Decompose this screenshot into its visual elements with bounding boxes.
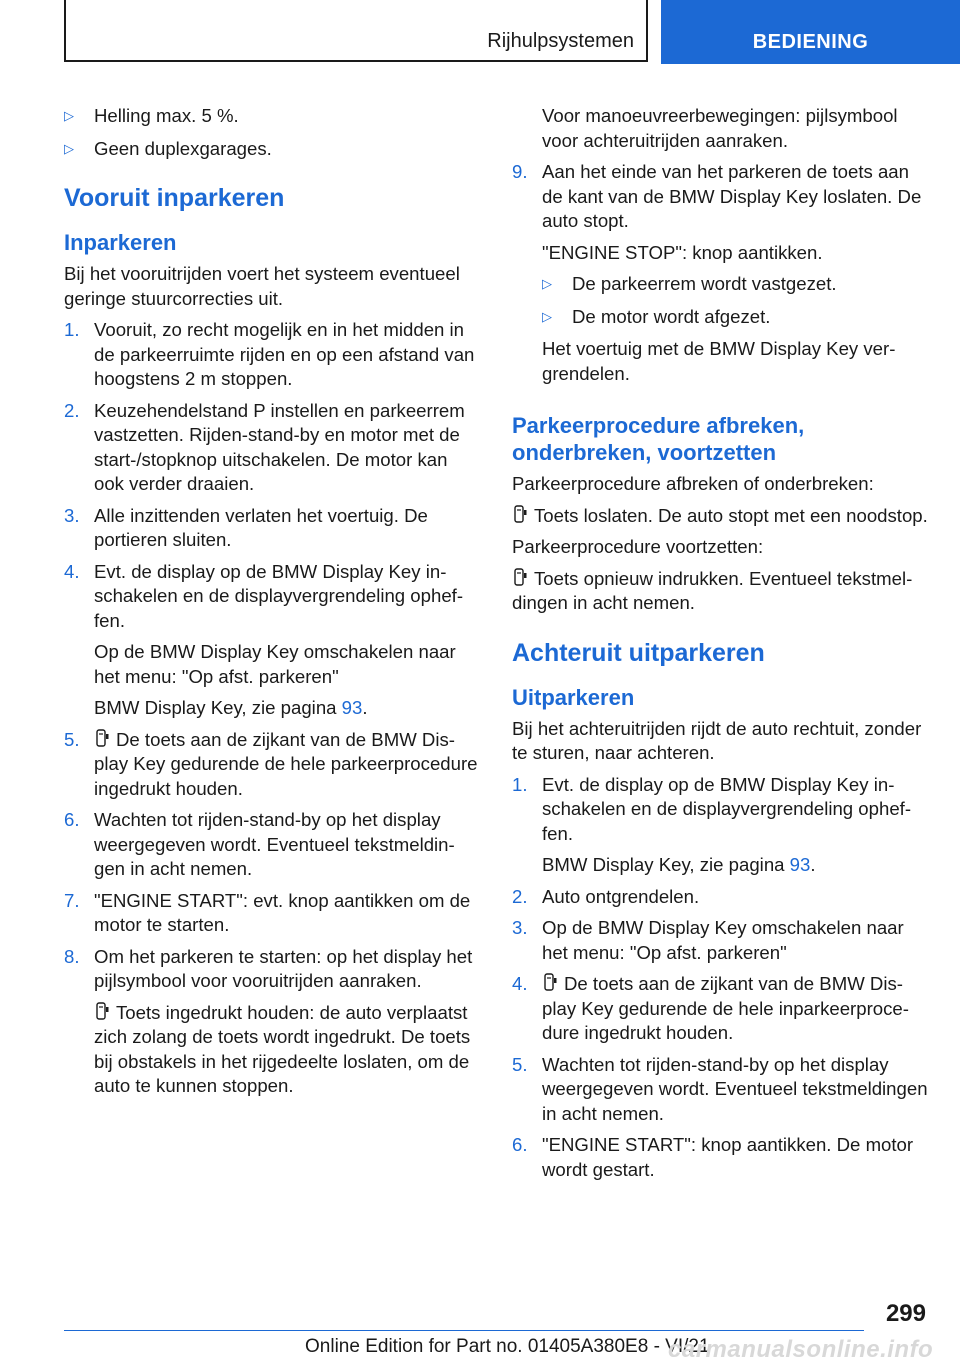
step-item: 9. Aan het einde van het parkeren de toets aan de kant van de BMW Display Key loslaten. De auto stopt. (512, 161, 922, 231)
key-fob-icon (94, 1002, 110, 1022)
intro-text: Bij het vooruitrijden voert het systeem eventueel geringe stuurcorrecties uit. (64, 263, 460, 309)
heading-inparkeren: Inparkeren (64, 230, 177, 255)
intro-text: Bij het achteruitrijden rijdt de auto rechtuit, zonder te sturen, naar achteren. (512, 717, 922, 763)
key-fob-icon (94, 729, 110, 749)
step-item: 4. De toets aan de zijkant van de BMW Display Key gedurende de hele inparkeerprocedure ingedrukt houden. (512, 973, 909, 1043)
page-number: 299 (885, 1300, 926, 1327)
section-title: Rijhulpsystemen (487, 30, 634, 52)
step-item: 3. Alle inzittenden verlaten het voertuig. De portieren sluiten. (64, 504, 428, 550)
triangle-bullet-icon: ▷ (542, 276, 552, 291)
step-item: 6. "ENGINE START": knop aantikken. De motor wordt gestart. (512, 1134, 914, 1180)
step-item: 6. Wachten tot rijden-stand-by op het display weergegeven wordt. Eventueel tekstmeldingen in acht nemen. (64, 809, 455, 879)
footer-edition: Online Edition for Part no. 01405A380E8 - VI/21 (305, 1336, 710, 1357)
step-item: 4. Evt. de display op de BMW Display Key inschakelen en de displayvergrendeling opheffen. (64, 560, 464, 631)
watermark: carmanualsonline.info (668, 1336, 934, 1363)
chapter-tab: BEDIENING (661, 0, 960, 64)
bullet-item: ▷ De parkeerrem wordt vastgezet. (542, 272, 928, 297)
step-item: 8. Om het parkeren te starten: op het display het pijlsymbool voor vooruitrijden aanraken. (64, 945, 473, 991)
step-note: Op de BMW Display Key omschakelen naar het menu: "Op afst. parkeren" (94, 641, 456, 687)
heading-vooruit-inparkeren: Vooruit inparkeren (64, 184, 285, 212)
step-item: 3. Op de BMW Display Key omschakelen naar het menu: "Op afst. parkeren" (512, 917, 904, 963)
bullet-item: ▷ Geen duplexgarages. (64, 137, 478, 162)
key-fob-icon (542, 973, 558, 993)
step-item: 5. Wachten tot rijden-stand-by op het display weergegeven wordt. Eventueel tekstmeldingen in acht nemen. (512, 1053, 928, 1124)
heading-achteruit-uitparkeren: Achteruit uitparkeren (512, 638, 765, 667)
bullet-item: ▷ Helling max. 5 %. (64, 104, 478, 129)
right-column (512, 104, 928, 1189)
step-note: "ENGINE STOP": knop aantikken. (542, 241, 823, 263)
step-note: Toets ingedrukt houden: de auto verplaatst zich zolang de toets wordt ingedrukt. De toets bij obstakels in het rijgedeelte loslaten, om de auto te kunnen stoppen. (94, 1001, 471, 1096)
resume-text: Toets opnieuw indrukken. Eventueel tekstmeldingen in acht nemen. (512, 567, 913, 613)
bullet-list (512, 272, 928, 329)
page-link[interactable]: 93 (341, 697, 363, 718)
step-item: 5. De toets aan de zijkant van de BMW Display Key gedurende de hele parkeerprocedure ingedrukt houden. (64, 728, 478, 799)
triangle-bullet-icon: ▷ (64, 108, 74, 123)
page-reference: BMW Display Key, zie pagina 93. (542, 854, 816, 875)
step-item: 2. Keuzehendelstand P instellen en parkeerrem vastzetten. Rijden-stand-by en motor met de start-/stopknop uitschakelen. De motor kan ook verder draaien. (64, 399, 465, 494)
triangle-bullet-icon: ▷ (64, 140, 74, 156)
resume-intro: Parkeerprocedure voortzetten: (512, 536, 764, 557)
page-link[interactable]: 93 (789, 854, 811, 875)
step-item: 1. Vooruit, zo recht mogelijk en in het midden in de parkeerruimte rijden en op een afstand van hoogstens 2 m stoppen. (64, 319, 475, 389)
heading-parkeerprocedure: Parkeerprocedure afbreken, onderbreken, voortzetten (512, 413, 805, 465)
page-header (0, 0, 960, 66)
heading-uitparkeren: Uitparkeren (512, 684, 635, 710)
abort-text: Toets loslaten. De auto stopt met een noodstop. (512, 504, 928, 529)
key-fob-icon (512, 568, 528, 588)
step-item: 2. Auto ontgrendelen. (512, 885, 700, 907)
key-fob-icon (512, 505, 528, 525)
abort-intro: Parkeerprocedure afbreken of onderbreken: (512, 473, 874, 494)
footer-divider (64, 1330, 864, 1331)
step-item: 7. "ENGINE START": evt. knop aantikken om de motor te starten. (64, 889, 471, 935)
step-note: Het voertuig met de BMW Display Key vergrendelen. (542, 338, 896, 384)
step-note: Voor manoeuvreerbewegingen: pijlsymbool voor achteruitrijden aanraken. (542, 105, 898, 151)
bullet-item: ▷ De motor wordt afgezet. (542, 305, 928, 330)
left-column (64, 104, 478, 1106)
triangle-bullet-icon: ▷ (542, 308, 552, 324)
step-item: 1. Evt. de display op de BMW Display Key inschakelen en de displayvergrendeling opheffen. (512, 773, 912, 844)
page-reference: BMW Display Key, zie pagina 93. (94, 697, 368, 718)
